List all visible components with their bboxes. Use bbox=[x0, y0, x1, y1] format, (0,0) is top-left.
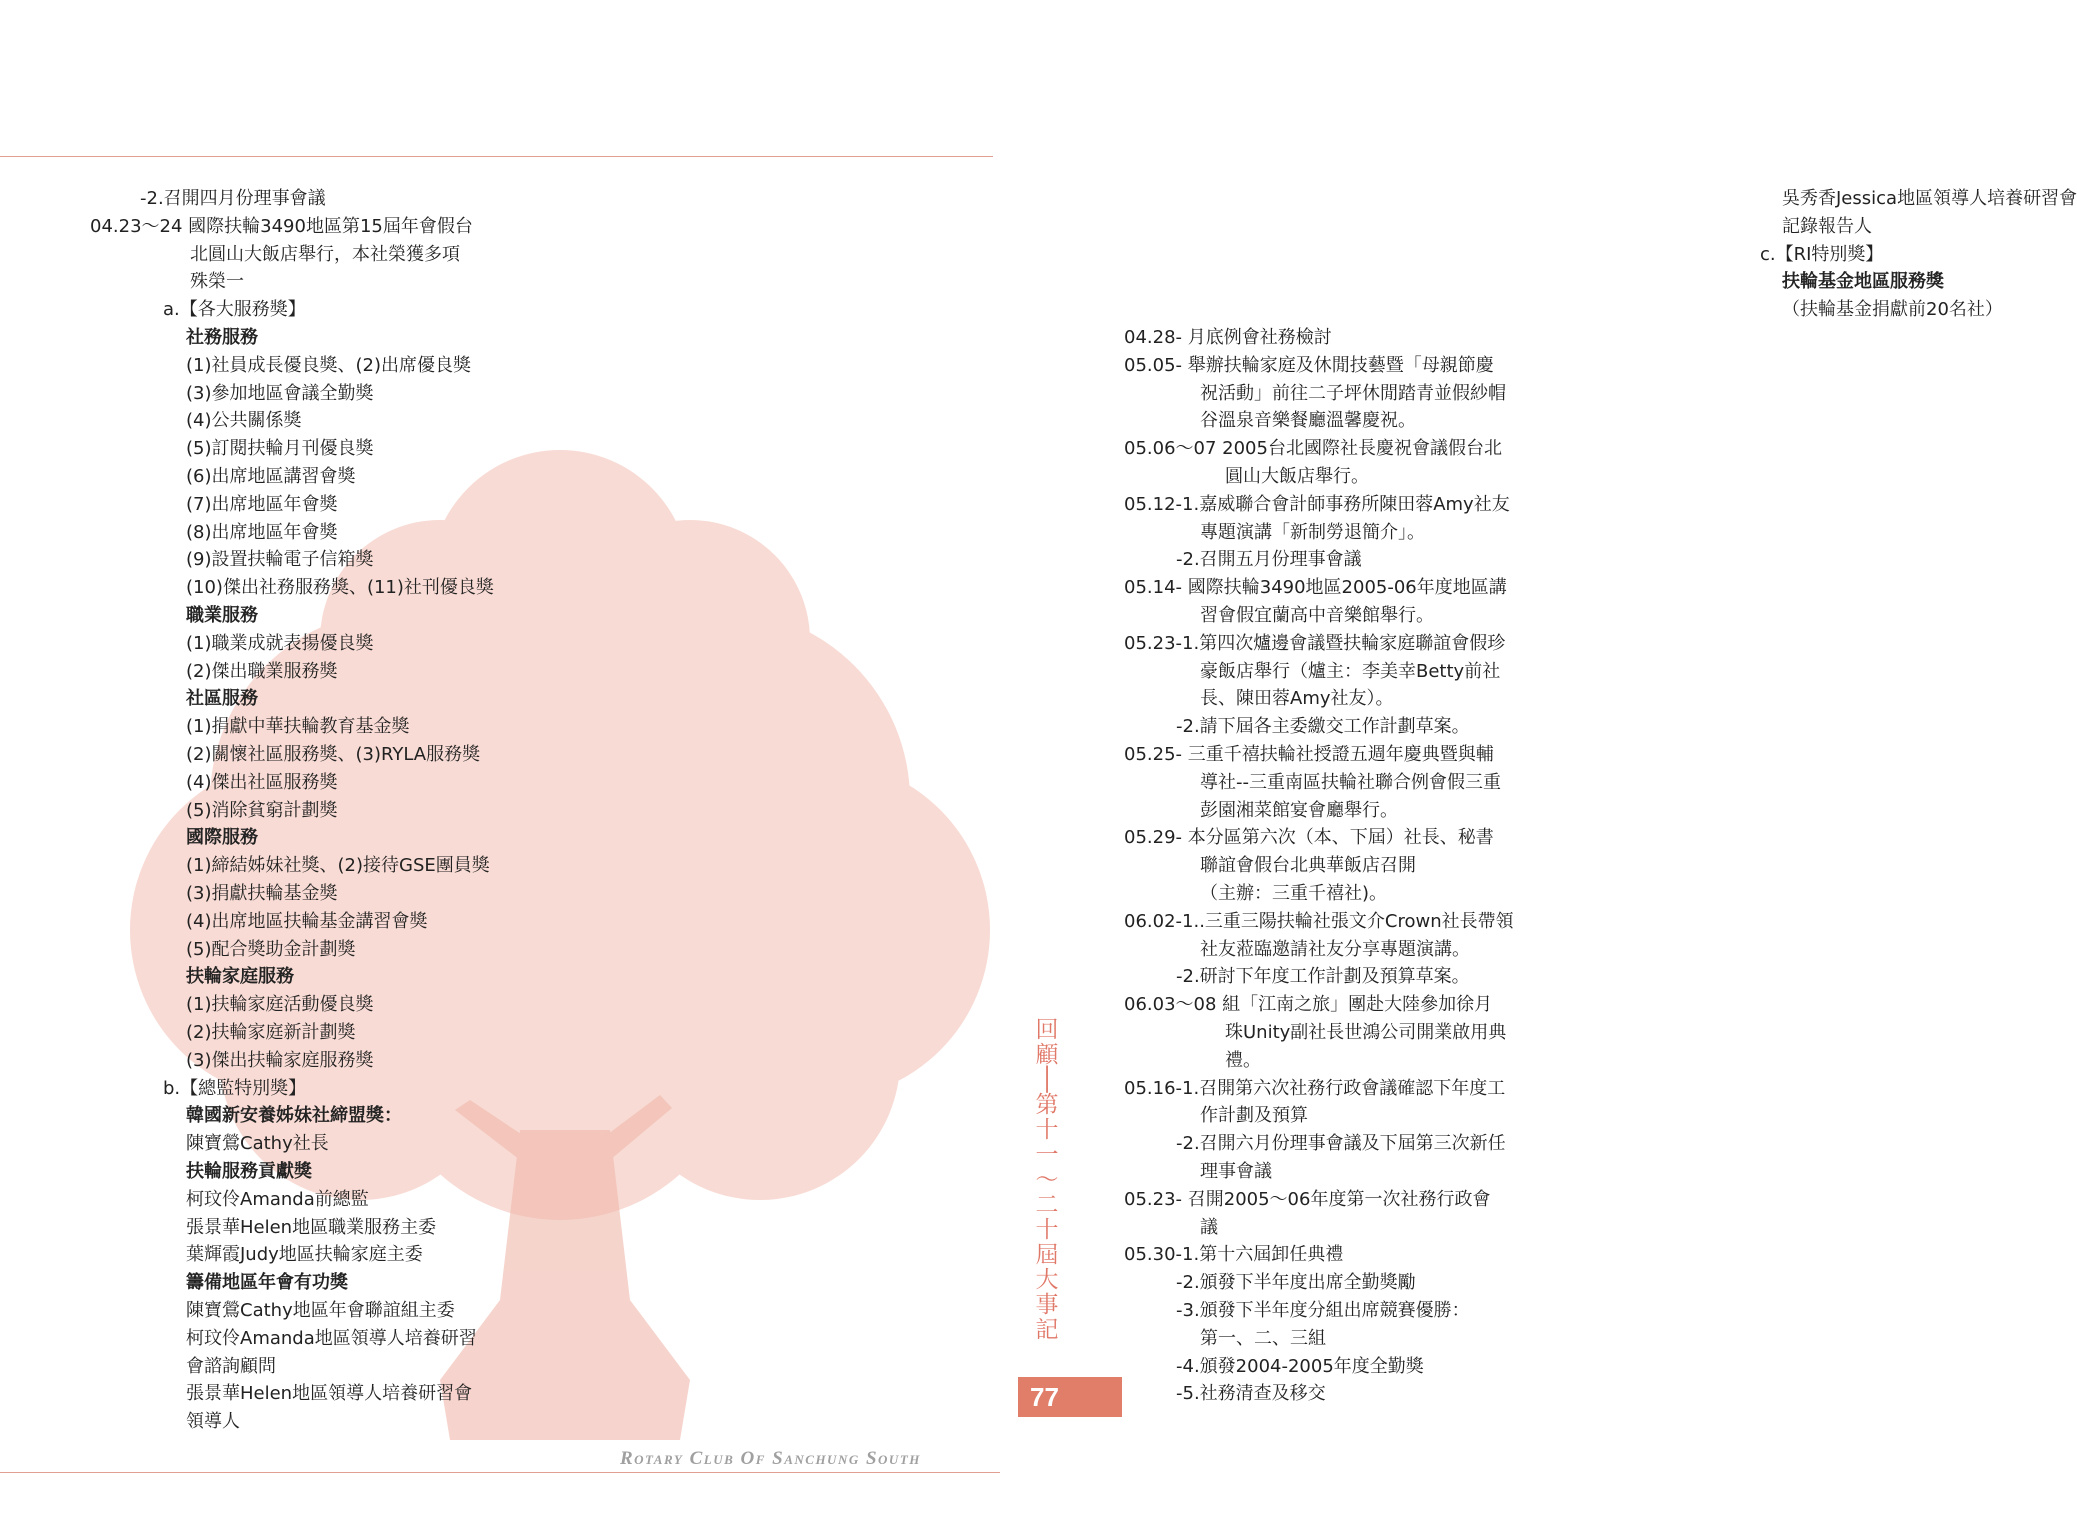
left-line-32: (3)傑出扶輪家庭服務獎 bbox=[186, 1050, 374, 1071]
left-line-18: (2)傑出職業服務獎 bbox=[186, 661, 338, 682]
right-line-43: -4.頒發2004-2005年度全勤獎 bbox=[1176, 1356, 1424, 1377]
right-line-6: 04.28- 月底例會社務檢討 bbox=[1124, 327, 1332, 348]
right-line-5: （扶輪基金捐獻前20名社） bbox=[1782, 299, 2003, 320]
right-line-7: 05.05- 舉辦扶輪家庭及休閒技藝暨「母親節慶 bbox=[1124, 355, 1494, 376]
right-line-21: 05.25- 三重千禧扶輪社授證五週年慶典暨與輔 bbox=[1124, 744, 1494, 765]
side-title-char-11: 大 bbox=[1035, 1267, 1059, 1293]
footer-club-name: Rotary Club Of Sanchung South bbox=[620, 1448, 921, 1469]
right-line-9: 谷溫泉音樂餐廳溫馨慶祝。 bbox=[1200, 410, 1416, 431]
left-line-6: 社務服務 bbox=[186, 327, 258, 348]
left-line-12: (7)出席地區年會獎 bbox=[186, 494, 338, 515]
right-line-38: 議 bbox=[1200, 1217, 1218, 1238]
side-title-char-10: 屆 bbox=[1035, 1242, 1059, 1268]
side-title-char-3: │ bbox=[1040, 1067, 1054, 1093]
right-line-33: 05.16-1.召開第六次社務行政會議確認下年度工 bbox=[1124, 1078, 1506, 1099]
left-line-2: 04.23～24 國際扶輪3490地區第15屆年會假台 bbox=[90, 216, 473, 237]
left-line-25: (1)締結姊妹社獎、(2)接待GSE團員獎 bbox=[186, 855, 490, 876]
side-title-char-7: ～ bbox=[1035, 1167, 1059, 1193]
side-title-char-12: 事 bbox=[1035, 1292, 1059, 1318]
page-number: 77 bbox=[1030, 1382, 1059, 1412]
right-line-32: 禮。 bbox=[1225, 1050, 1261, 1071]
left-line-42: 柯玟伶Amanda地區領導人培養研習 bbox=[186, 1328, 477, 1349]
right-line-26: （主辦：三重千禧社)。 bbox=[1200, 883, 1388, 904]
left-line-36: 扶輪服務貢獻獎 bbox=[186, 1161, 312, 1182]
left-line-23: (5)消除貧窮計劃獎 bbox=[186, 800, 338, 821]
right-line-34: 作計劃及預算 bbox=[1200, 1105, 1308, 1126]
left-line-22: (4)傑出社區服務獎 bbox=[186, 772, 338, 793]
right-line-42: 第一、二、三組 bbox=[1200, 1328, 1326, 1349]
left-line-15: (10)傑出社務服務獎、(11)社刊優良獎 bbox=[186, 577, 494, 598]
right-line-27: 06.02-1..三重三陽扶輪社張文介Crown社長帶領 bbox=[1124, 911, 1514, 932]
left-line-14: (9)設置扶輪電子信箱獎 bbox=[186, 549, 374, 570]
left-line-4: 殊榮一 bbox=[190, 271, 244, 292]
right-line-41: -3.頒發下半年度分組出席競賽優勝： bbox=[1176, 1300, 1470, 1321]
right-line-8: 祝活動」前往二子坪休閒踏青並假紗帽 bbox=[1200, 383, 1506, 404]
right-line-35: -2.召開六月份理事會議及下屆第三次新任 bbox=[1176, 1133, 1506, 1154]
right-line-16: 習會假宜蘭高中音樂館舉行。 bbox=[1200, 605, 1434, 626]
right-line-19: 長、陳田蓉Amy社友）。 bbox=[1200, 688, 1394, 709]
right-line-44: -5.社務清查及移交 bbox=[1176, 1383, 1326, 1404]
right-line-24: 05.29- 本分區第六次（本、下屆）社長、秘書 bbox=[1124, 827, 1494, 848]
left-line-30: (1)扶輪家庭活動優良獎 bbox=[186, 994, 374, 1015]
left-line-10: (5)訂閱扶輪月刊優良獎 bbox=[186, 438, 374, 459]
left-line-17: (1)職業成就表揚優良獎 bbox=[186, 633, 374, 654]
right-line-17: 05.23-1.第四次爐邊會議暨扶輪家庭聯誼會假珍 bbox=[1124, 633, 1506, 654]
right-line-23: 彭園湘菜館宴會廳舉行。 bbox=[1200, 800, 1398, 821]
left-line-33: b.【總監特別獎】 bbox=[163, 1078, 307, 1099]
right-line-40: -2.頒發下半年度出席全勤獎勵 bbox=[1176, 1272, 1416, 1293]
left-line-1: -2.召開四月份理事會議 bbox=[140, 188, 326, 209]
left-line-26: (3)捐獻扶輪基金獎 bbox=[186, 883, 338, 904]
right-line-25: 聯誼會假台北典華飯店召開 bbox=[1200, 855, 1416, 876]
left-line-19: 社區服務 bbox=[186, 688, 258, 709]
left-line-20: (1)捐獻中華扶輪教育基金獎 bbox=[186, 716, 410, 737]
right-line-12: 05.12-1.嘉威聯合會計師事務所陳田蓉Amy社友 bbox=[1124, 494, 1510, 515]
left-line-11: (6)出席地區講習會獎 bbox=[186, 466, 356, 487]
left-line-41: 陳寶鶯Cathy地區年會聯誼組主委 bbox=[186, 1300, 455, 1321]
side-title-char-2: 顧 bbox=[1035, 1042, 1059, 1068]
right-line-4: 扶輪基金地區服務獎 bbox=[1782, 271, 1944, 292]
right-line-13: 專題演講「新制勞退簡介」。 bbox=[1200, 522, 1425, 543]
side-title-char-5: 十 bbox=[1035, 1117, 1059, 1143]
right-line-29: -2.研討下年度工作計劃及預算草案。 bbox=[1176, 966, 1470, 987]
left-line-5: a.【各大服務獎】 bbox=[163, 299, 306, 320]
side-title-char-4: 第 bbox=[1035, 1092, 1059, 1118]
left-line-38: 張景華Helen地區職業服務主委 bbox=[186, 1217, 437, 1238]
right-line-3: c.【RI特別獎】 bbox=[1760, 244, 1884, 265]
left-line-9: (4)公共關係獎 bbox=[186, 410, 302, 431]
right-line-18: 豪飯店舉行（爐主：李美幸Betty前社 bbox=[1200, 661, 1501, 682]
left-line-29: 扶輪家庭服務 bbox=[186, 966, 294, 987]
left-line-13: (8)出席地區年會獎 bbox=[186, 522, 338, 543]
right-line-28: 社友蒞臨邀請社友分享專題演講。 bbox=[1200, 939, 1470, 960]
right-line-15: 05.14- 國際扶輪3490地區2005-06年度地區講 bbox=[1124, 577, 1507, 598]
right-line-37: 05.23- 召開2005～06年度第一次社務行政會 bbox=[1124, 1189, 1491, 1210]
page-number-box bbox=[1018, 1377, 1122, 1417]
right-line-10: 05.06～07 2005台北國際社長慶祝會議假台北 bbox=[1124, 438, 1502, 459]
right-line-14: -2.召開五月份理事會議 bbox=[1176, 549, 1362, 570]
left-line-39: 葉輝霞Judy地區扶輪家庭主委 bbox=[186, 1244, 423, 1265]
right-line-39: 05.30-1.第十六屆卸任典禮 bbox=[1124, 1244, 1344, 1265]
side-title-char-9: 十 bbox=[1035, 1217, 1059, 1243]
right-line-20: -2.請下屆各主委繳交工作計劃草案。 bbox=[1176, 716, 1470, 737]
right-line-36: 理事會議 bbox=[1200, 1161, 1272, 1182]
right-line-22: 導社--三重南區扶輪社聯合例會假三重 bbox=[1200, 772, 1501, 793]
left-line-37: 柯玟伶Amanda前總監 bbox=[186, 1189, 369, 1210]
left-line-43: 會諮詢顧問 bbox=[186, 1356, 276, 1377]
left-line-24: 國際服務 bbox=[186, 827, 258, 848]
side-title-char-6: 一 bbox=[1035, 1142, 1059, 1168]
left-line-40: 籌備地區年會有功獎 bbox=[186, 1272, 348, 1293]
right-line-1: 吳秀香Jessica地區領導人培養研習會 bbox=[1782, 188, 2077, 209]
side-title-char-8: 二 bbox=[1035, 1192, 1059, 1218]
left-line-35: 陳寶鶯Cathy社長 bbox=[186, 1133, 329, 1154]
left-line-28: (5)配合獎助金計劃獎 bbox=[186, 939, 356, 960]
left-line-27: (4)出席地區扶輪基金講習會獎 bbox=[186, 911, 428, 932]
left-line-34: 韓國新安養姊妹社締盟獎： bbox=[186, 1105, 402, 1126]
left-line-21: (2)關懷社區服務獎、(3)RYLA服務獎 bbox=[186, 744, 481, 765]
left-line-3: 北圓山大飯店舉行，本社榮獲多項 bbox=[190, 244, 460, 265]
side-title bbox=[1029, 1018, 1065, 1343]
top-rule bbox=[0, 156, 993, 157]
right-line-30: 06.03～08 組「江南之旅」團赴大陸參加徐月 bbox=[1124, 994, 1493, 1015]
side-title-char-1: 回 bbox=[1035, 1017, 1059, 1043]
left-line-7: (1)社員成長優良獎、(2)出席優良獎 bbox=[186, 355, 471, 376]
left-line-16: 職業服務 bbox=[186, 605, 258, 626]
right-line-2: 記錄報告人 bbox=[1782, 216, 1872, 237]
right-line-31: 珠Unity副社長世鴻公司開業啟用典 bbox=[1225, 1022, 1507, 1043]
left-line-45: 領導人 bbox=[186, 1411, 240, 1432]
left-line-8: (3)參加地區會議全勤獎 bbox=[186, 383, 374, 404]
left-line-44: 張景華Helen地區領導人培養研習會 bbox=[186, 1383, 473, 1404]
left-line-31: (2)扶輪家庭新計劃獎 bbox=[186, 1022, 356, 1043]
right-line-11: 圓山大飯店舉行。 bbox=[1225, 466, 1369, 487]
bottom-rule bbox=[0, 1472, 1000, 1473]
side-title-char-13: 記 bbox=[1035, 1317, 1059, 1343]
